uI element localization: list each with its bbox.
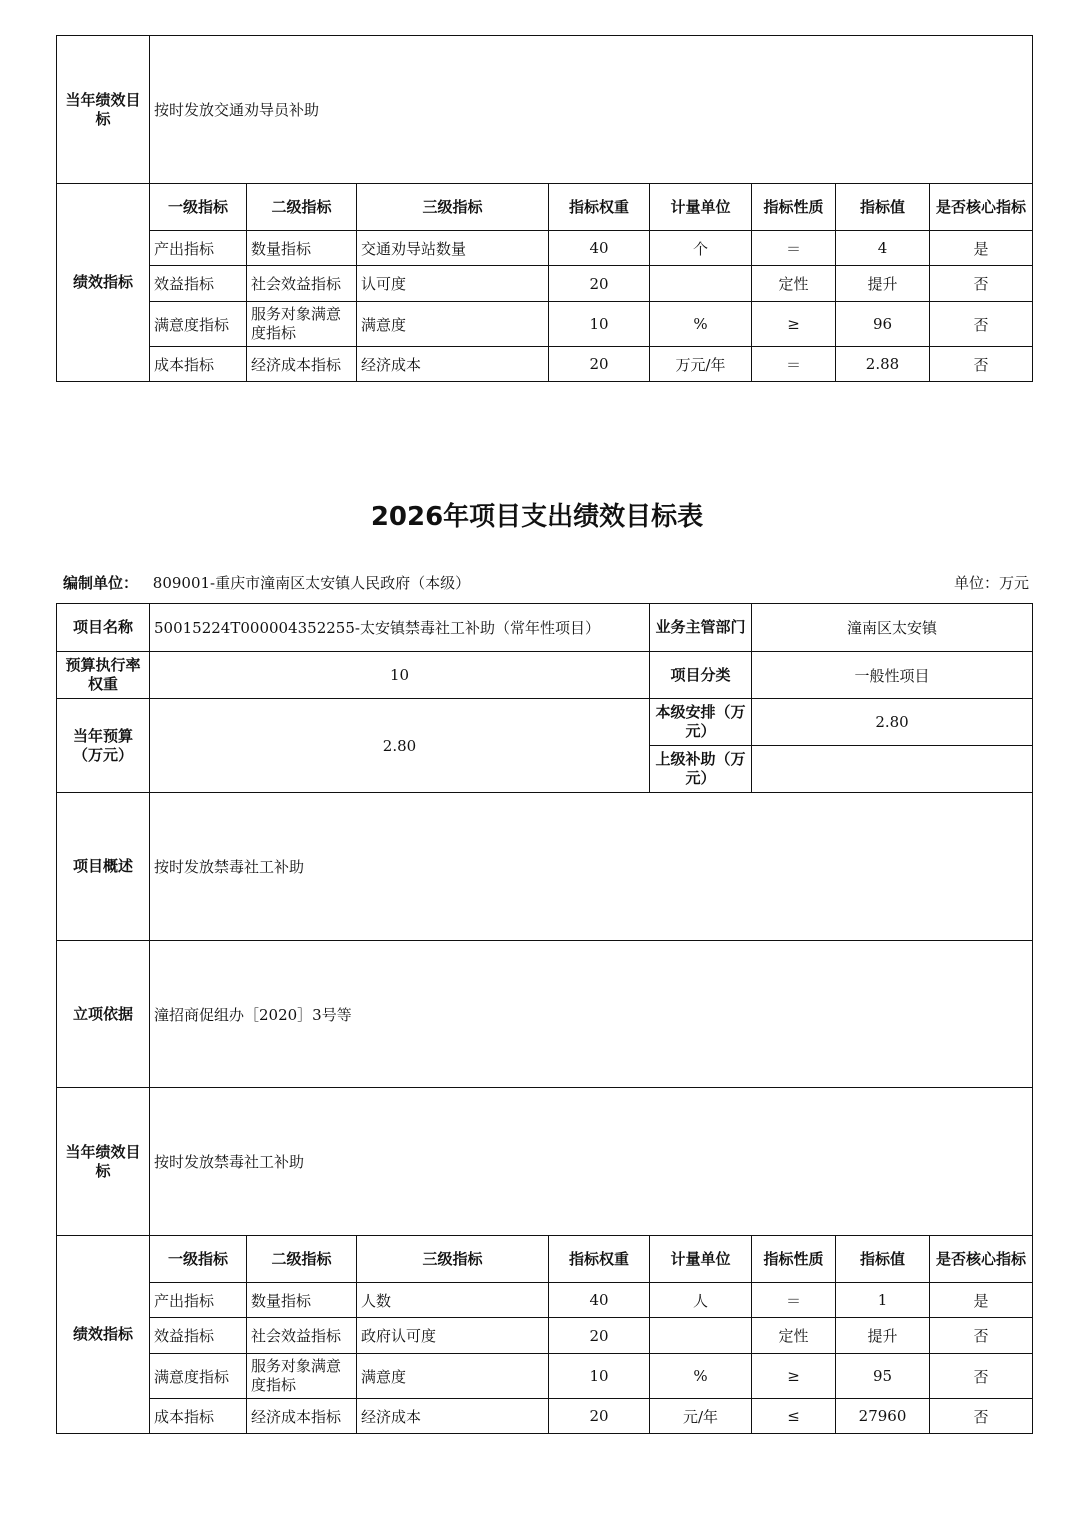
header-cell: 计量单位 [650, 1236, 752, 1283]
table-cell: 否 [930, 266, 1033, 302]
project-table [56, 603, 1033, 1434]
local-value: 2.80 [752, 699, 1033, 746]
table-cell: 27960 [836, 1399, 930, 1434]
table-cell: % [650, 1354, 752, 1399]
table-cell: 20 [549, 1399, 650, 1434]
table-cell: 20 [549, 266, 650, 302]
table-cell: 定性 [752, 1318, 836, 1354]
table-cell: 经济成本 [357, 347, 549, 382]
org-value: 809001-重庆市潼南区太安镇人民政府（本级） [152, 574, 471, 592]
table-cell: ≤ [752, 1399, 836, 1434]
header-cell: 指标权重 [549, 184, 650, 231]
table-cell: 产出指标 [150, 231, 247, 266]
table-cell: 交通劝导站数量 [357, 231, 549, 266]
table-header-row [57, 184, 1033, 231]
table-cell: ＝ [752, 231, 836, 266]
header-cell: 是否核心指标 [930, 184, 1033, 231]
header-cell: 指标性质 [752, 184, 836, 231]
table-cell: 10 [549, 1354, 650, 1399]
table-cell: 成本指标 [150, 347, 247, 382]
overview-label: 项目概述 [57, 793, 150, 941]
table-cell: 服务对象满意度指标 [247, 302, 357, 347]
meta-line [63, 572, 1029, 592]
table-cell: 10 [549, 302, 650, 347]
table-row [57, 1354, 1033, 1399]
table-cell: 20 [549, 1318, 650, 1354]
table-cell: 否 [930, 1318, 1033, 1354]
upper-label: 上级补助（万元） [650, 746, 752, 793]
dept-label: 业务主管部门 [650, 604, 752, 652]
header-cell: 三级指标 [357, 1236, 549, 1283]
table-row [57, 302, 1033, 347]
annual-goal-value: 按时发放交通劝导员补助 [150, 36, 1033, 184]
table-cell: 人 [650, 1283, 752, 1318]
table-cell: 满意度 [357, 1354, 549, 1399]
table-cell: % [650, 302, 752, 347]
basis-value: 潼招商促组办［2020］3号等 [150, 941, 1033, 1088]
table-row [57, 347, 1033, 382]
table-cell: 提升 [836, 266, 930, 302]
unit-label: 单位：万元 [953, 574, 1029, 592]
table-cell: 效益指标 [150, 266, 247, 302]
table-cell: 是 [930, 1283, 1033, 1318]
table-cell: 否 [930, 347, 1033, 382]
header-cell: 三级指标 [357, 184, 549, 231]
local-label: 本级安排（万元） [650, 699, 752, 746]
table-header-row [57, 1236, 1033, 1283]
overview-value: 按时发放禁毒社工补助 [150, 793, 1033, 941]
table-cell: 否 [930, 1354, 1033, 1399]
table-cell: 满意度指标 [150, 1354, 247, 1399]
header-cell: 二级指标 [247, 1236, 357, 1283]
table-cell: 满意度指标 [150, 302, 247, 347]
dept-value: 潼南区太安镇 [752, 604, 1033, 652]
table-cell: 效益指标 [150, 1318, 247, 1354]
exec-rate-value: 10 [150, 652, 650, 699]
table-cell: 人数 [357, 1283, 549, 1318]
table-cell: 40 [549, 1283, 650, 1318]
category-label: 项目分类 [650, 652, 752, 699]
category-value: 一般性项目 [752, 652, 1033, 699]
table-cell: 否 [930, 302, 1033, 347]
table-cell: 经济成本指标 [247, 1399, 357, 1434]
table-cell: ≥ [752, 1354, 836, 1399]
table-cell: 个 [650, 231, 752, 266]
table-cell: 否 [930, 1399, 1033, 1434]
table-cell: 服务对象满意度指标 [247, 1354, 357, 1399]
table-cell: ＝ [752, 347, 836, 382]
table-row [57, 231, 1033, 266]
table-cell: 社会效益指标 [247, 1318, 357, 1354]
header-cell: 二级指标 [247, 184, 357, 231]
header-cell: 一级指标 [150, 184, 247, 231]
table-row [57, 266, 1033, 302]
table-cell: 95 [836, 1354, 930, 1399]
table-cell: 2.88 [836, 347, 930, 382]
perf-indicator-label: 绩效指标 [57, 1236, 150, 1434]
table-cell: 成本指标 [150, 1399, 247, 1434]
header-cell: 一级指标 [150, 1236, 247, 1283]
table-cell: 产出指标 [150, 1283, 247, 1318]
annual-goal-label: 当年绩效目标 [57, 36, 150, 184]
table-cell: 数量指标 [247, 1283, 357, 1318]
table-cell: 数量指标 [247, 231, 357, 266]
table-cell: 经济成本指标 [247, 347, 357, 382]
table-row [57, 1399, 1033, 1434]
table-cell: 提升 [836, 1318, 930, 1354]
budget-label: 当年预算（万元） [57, 699, 150, 793]
table-cell: 20 [549, 347, 650, 382]
project-name-value: 50015224T000004352255-太安镇禁毒社工补助（常年性项目） [150, 604, 650, 652]
page-title: 2026年项目支出绩效目标表 [370, 502, 704, 532]
goal-value: 按时发放禁毒社工补助 [150, 1088, 1033, 1236]
table-cell: 认可度 [357, 266, 549, 302]
table-cell: 政府认可度 [357, 1318, 549, 1354]
header-cell: 指标值 [836, 184, 930, 231]
table-row [57, 1283, 1033, 1318]
header-cell: 指标值 [836, 1236, 930, 1283]
budget-value: 2.80 [150, 699, 650, 793]
table-cell [650, 1318, 752, 1354]
prev-performance-table [56, 35, 1033, 382]
basis-label: 立项依据 [57, 941, 150, 1088]
table-cell: 40 [549, 231, 650, 266]
header-cell: 计量单位 [650, 184, 752, 231]
table-cell: 满意度 [357, 302, 549, 347]
table-cell [650, 266, 752, 302]
table-cell: ＝ [752, 1283, 836, 1318]
goal-label: 当年绩效目标 [57, 1088, 150, 1236]
table-cell: 定性 [752, 266, 836, 302]
table-cell: 96 [836, 302, 930, 347]
header-cell: 指标性质 [752, 1236, 836, 1283]
upper-value [752, 746, 1033, 793]
table-cell: 4 [836, 231, 930, 266]
exec-rate-label: 预算执行率权重 [57, 652, 150, 699]
org-label: 编制单位： [63, 574, 139, 592]
table-cell: 是 [930, 231, 1033, 266]
table-cell: ≥ [752, 302, 836, 347]
project-name-label: 项目名称 [57, 604, 150, 652]
table-cell: 经济成本 [357, 1399, 549, 1434]
perf-indicator-label: 绩效指标 [57, 184, 150, 382]
header-cell: 指标权重 [549, 1236, 650, 1283]
table-cell: 社会效益指标 [247, 266, 357, 302]
table-cell: 元/年 [650, 1399, 752, 1434]
table-row [57, 1318, 1033, 1354]
table-cell: 1 [836, 1283, 930, 1318]
header-cell: 是否核心指标 [930, 1236, 1033, 1283]
table-cell: 万元/年 [650, 347, 752, 382]
